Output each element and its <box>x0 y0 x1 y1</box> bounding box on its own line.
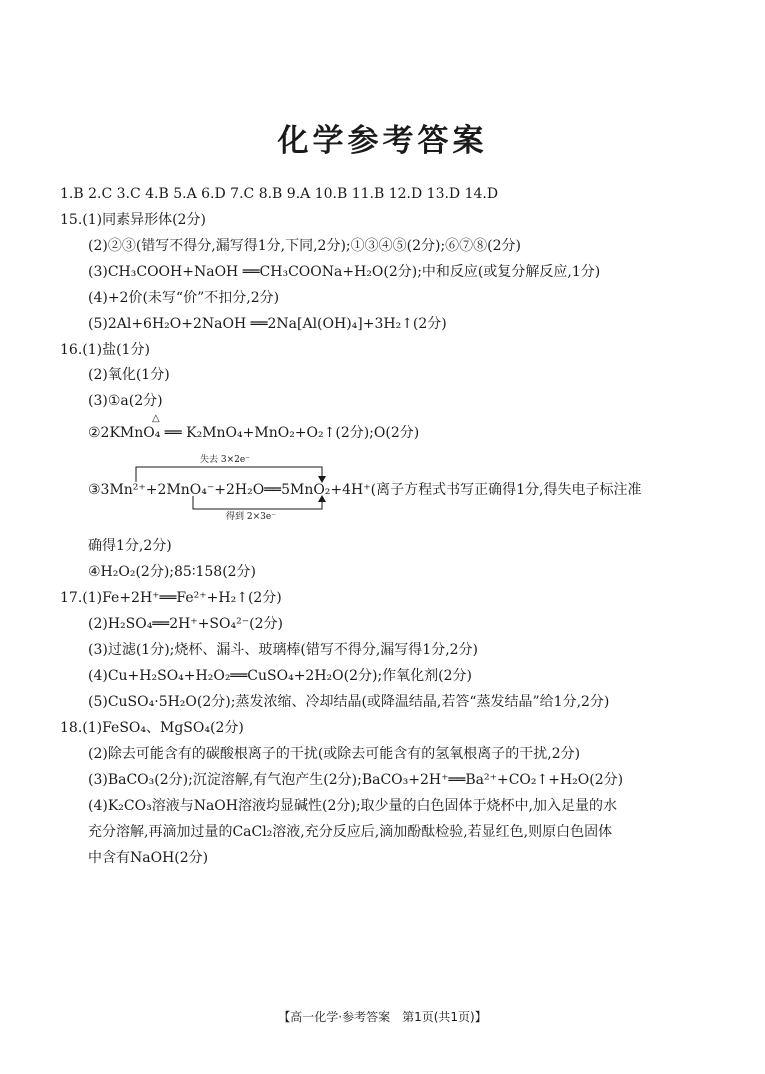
q18-line-5: 充分溶解,再滴加过量的CaCl₂溶液,充分反应后,滴加酚酞检验,若显红色,则原白色固体 <box>88 824 613 840</box>
q17-line-5: (5)CuSO₄·5H₂O(2分);蒸发浓缩、冷却结晶(或降温结晶,若答“蒸发结晶”给1分,2分) <box>88 694 610 710</box>
electron-gain-label: 得到 2×3e⁻ <box>226 512 276 522</box>
q17-line-2: (2)H₂SO₄══2H⁺+SO₄²⁻(2分) <box>88 616 283 632</box>
q17-line-4: (4)Cu+H₂SO₄+H₂O₂══CuSO₄+2H₂O(2分);作氧化剂(2分) <box>88 668 473 684</box>
q15-line-1: 15.(1)同素异形体(2分) <box>60 212 206 228</box>
q15-line-5: (5)2Al+6H₂O+2NaOH ══2Na[Al(OH)₄]+3H₂↑(2分) <box>88 316 447 332</box>
page-footer: 【高一化学·参考答案 第1页(共1页)】 <box>278 1010 487 1024</box>
q18-line-2: (2)除去可能含有的碳酸根离子的干扰(或除去可能含有的氢氧根离子的干扰,2分) <box>88 746 581 762</box>
q18-line-6: 中含有NaOH(2分) <box>88 850 209 866</box>
electron-lost-bracket <box>136 467 322 482</box>
q16-line-1: 16.(1)盐(1分) <box>60 342 150 358</box>
q16-line-4: ②2KMnO₄ ══ K₂MnO₄+MnO₂+O₂↑(2分);O(2分) <box>88 425 420 441</box>
q18-line-3: (3)BaCO₃(2分);沉淀溶解,有气泡产生(2分);BaCO₃+2H⁺══Ba²⁺+CO₂↑+H₂O(2分) <box>88 772 624 788</box>
q16-line-2: (2)氧化(1分) <box>88 367 170 383</box>
q16-line-3: (3)①a(2分) <box>88 393 163 409</box>
q17-line-1: 17.(1)Fe+2H⁺══Fe²⁺+H₂↑(2分) <box>60 590 282 606</box>
q16-line-5: ③3Mn²⁺+2MnO₄⁻+2H₂O══5MnO₂+4H⁺(离子方程式书写正确得1分,得失电子标注准 <box>88 482 642 498</box>
page-title: 化学参考答案 <box>277 123 488 159</box>
q15-line-2: (2)②③(错写不得分,漏写得1分,下同,2分);①③④⑤(2分);⑥⑦⑧(2分) <box>88 238 522 254</box>
electron-lost-label: 失去 3×2e⁻ <box>200 455 250 465</box>
q16-line-6: 确得1分,2分) <box>88 538 172 554</box>
q16-line-7: ④H₂O₂(2分);85∶158(2分) <box>88 564 257 580</box>
q17-line-3: (3)过滤(1分);烧杯、漏斗、玻璃棒(错写不得分,漏写得1分,2分) <box>88 642 479 658</box>
heat-symbol: △ <box>152 413 160 424</box>
q15-line-4: (4)+2价(未写“价”不扣分,2分) <box>88 290 280 306</box>
q18-line-1: 18.(1)FeSO₄、MgSO₄(2分) <box>60 720 244 736</box>
q18-line-4: (4)K₂CO₃溶液与NaOH溶液均显碱性(2分);取少量的白色固体于烧杯中,加入足量的水 <box>88 798 617 814</box>
choice-answers: 1.B 2.C 3.C 4.B 5.A 6.D 7.C 8.B 9.A 10.B 11.B 12.D 13.D 14.D <box>60 186 499 202</box>
q15-line-3: (3)CH₃COOH+NaOH ══CH₃COONa+H₂O(2分);中和反应(或复分解反应,1分) <box>88 264 601 280</box>
